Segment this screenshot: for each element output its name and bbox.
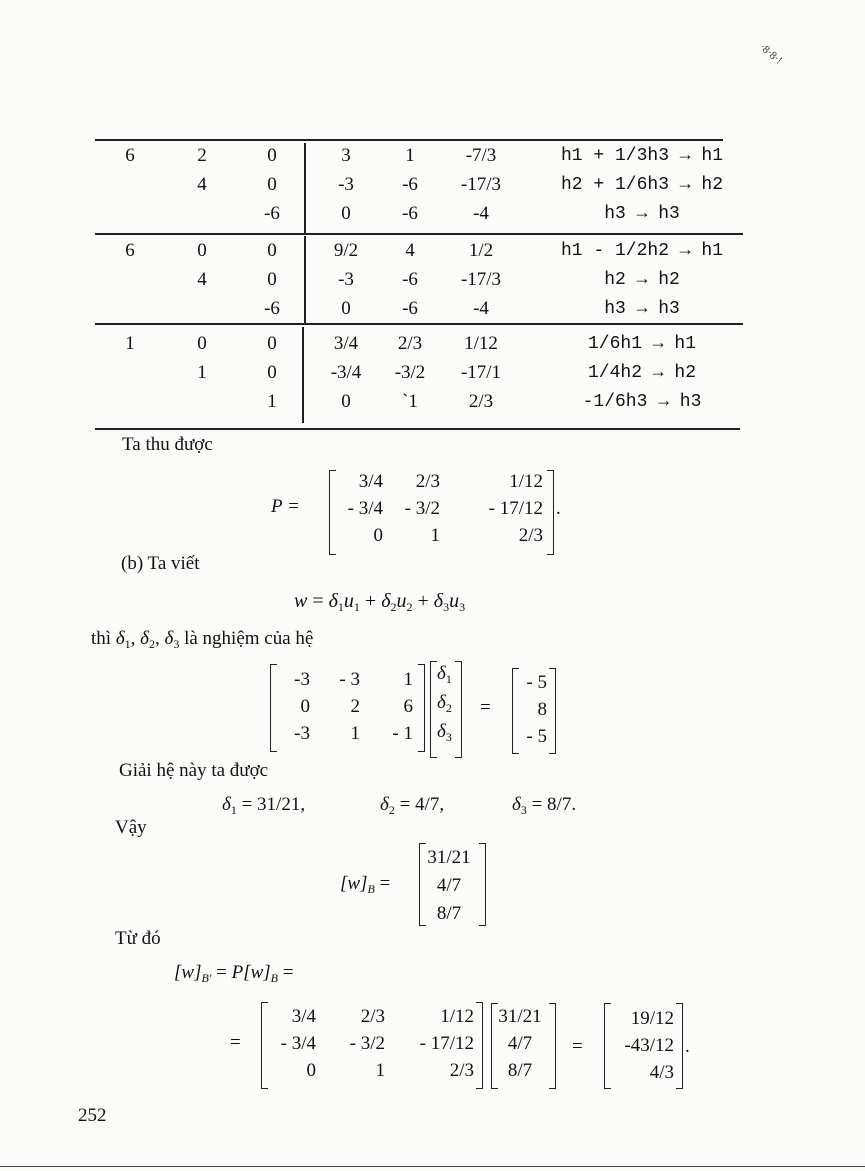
matrix-p-cell: - 17/12 xyxy=(488,498,543,519)
system-a-cell: - 3 xyxy=(339,669,360,690)
solution-d2: $\delta_2 = 4/7$, xyxy=(380,794,445,817)
table-right-cell: -4 xyxy=(473,298,489,319)
matrix-p-trail: . xyxy=(556,498,561,519)
table-right-cell: -6 xyxy=(402,269,418,290)
system-x-cell: $\delta_2$ xyxy=(437,692,452,715)
table-left-cell: 1 xyxy=(197,362,207,383)
table-right-cell: -6 xyxy=(402,298,418,319)
thi-prefix: thì xyxy=(91,628,112,649)
page-number: 252 xyxy=(78,1105,107,1126)
table-right-cell: -3 xyxy=(338,174,354,195)
matrix-p-cell: 3/4 xyxy=(358,471,383,492)
system-a-cell: 6 xyxy=(403,696,413,717)
table-left-cell: 0 xyxy=(197,240,207,261)
system-x-cell: $\delta_3$ xyxy=(437,721,452,744)
system-a-cell: - 1 xyxy=(392,723,413,744)
row-operation: -1/6h3 → h3 xyxy=(582,392,702,412)
table-left-cell: 4 xyxy=(197,269,207,290)
table-right-cell: -17/1 xyxy=(460,362,502,383)
table-right-cell: -3 xyxy=(338,269,354,290)
thi-suffix: là nghiệm của hệ xyxy=(184,628,314,649)
matrix-p-cell: 2/3 xyxy=(415,471,440,492)
system-a-cell: 2 xyxy=(350,696,360,717)
table-right-cell: 1/2 xyxy=(468,240,494,261)
table-right-cell: -3/2 xyxy=(394,362,426,383)
system-x-cell: $\delta_1$ xyxy=(437,663,452,686)
table-left-cell: -6 xyxy=(264,298,280,319)
system-a-cell: 0 xyxy=(300,696,310,717)
final-p-cell: 2/3 xyxy=(360,1006,385,1027)
table-left-cell: 0 xyxy=(267,174,277,195)
final-p-cell: - 3/4 xyxy=(280,1033,316,1054)
final-p-cell: - 3/2 xyxy=(349,1033,385,1054)
table-left-cell: 6 xyxy=(125,240,135,261)
final-w-cell: 31/21 xyxy=(498,1006,542,1027)
corner-mark: ·8·8·! xyxy=(757,41,785,67)
thi-line: thì $\delta_1$, $\delta_2$, $\delta_3$ là nghiệm của hệ xyxy=(91,628,314,651)
tu-do-text: Từ đó xyxy=(115,928,161,949)
table-left-cell: 0 xyxy=(267,145,277,166)
row-operation: h3 → h3 xyxy=(604,299,680,319)
matrix-p-cell: - 3/4 xyxy=(347,498,383,519)
table-right-cell: -6 xyxy=(402,174,418,195)
part-b-text: (b) Ta viết xyxy=(121,553,200,574)
table-right-cell: -17/3 xyxy=(460,269,502,290)
table-right-cell: 0 xyxy=(341,391,351,412)
table-left-cell: 2 xyxy=(197,145,207,166)
system-a-cell: 1 xyxy=(403,669,413,690)
wb-cell: 4/7 xyxy=(436,875,462,896)
final-result-cell: 19/12 xyxy=(630,1008,674,1029)
matrix-p-label: P = xyxy=(271,496,300,517)
row-operation: 1/6h1 → h1 xyxy=(587,334,697,354)
table-right-cell: 1/12 xyxy=(464,333,498,354)
table-right-cell: -7/3 xyxy=(465,145,497,166)
final-p-cell: 3/4 xyxy=(291,1006,316,1027)
matrix-p-cell: 1/12 xyxy=(509,471,543,492)
solution-d1: $\delta_1 = 31/21$, xyxy=(222,794,306,817)
final-p-cell: 2/3 xyxy=(449,1060,474,1081)
final-w-cell: 8/7 xyxy=(507,1060,533,1081)
vay-text: Vậy xyxy=(115,817,147,838)
final-result-cell: 4/3 xyxy=(649,1062,674,1083)
system-a-cell: -3 xyxy=(294,723,310,744)
table-left-cell: 0 xyxy=(267,362,277,383)
matrix-p-cell: 2/3 xyxy=(518,525,543,546)
table-right-cell: 0 xyxy=(341,203,351,224)
final-lhs: $[w]_{B'} = P[w]_B$ = xyxy=(174,962,294,985)
table-left-cell: 1 xyxy=(125,333,135,354)
table-right-cell: 1 xyxy=(405,145,415,166)
matrix-p-cell: 1 xyxy=(430,525,440,546)
table-left-cell: -6 xyxy=(264,203,280,224)
system-b-cell: - 5 xyxy=(526,672,547,693)
wb-cell: 31/21 xyxy=(427,847,471,868)
table-left-cell: 1 xyxy=(267,391,277,412)
system-a-cell: -3 xyxy=(294,669,310,690)
row-operation: h3 → h3 xyxy=(604,204,680,224)
row-operation: 1/4h2 → h2 xyxy=(587,363,697,383)
table-left-cell: 6 xyxy=(125,145,135,166)
table-left-cell: 0 xyxy=(267,333,277,354)
table-right-cell: -17/3 xyxy=(460,174,502,195)
table-left-cell: 0 xyxy=(267,269,277,290)
table-right-cell: 9/2 xyxy=(333,240,359,261)
table-right-cell: -3/4 xyxy=(330,362,362,383)
table-right-cell: 3/4 xyxy=(333,333,359,354)
table-left-cell: 0 xyxy=(267,240,277,261)
final-p-cell: 1/12 xyxy=(440,1006,474,1027)
row-operation: h1 + 1/3h3 → h1 xyxy=(560,146,724,166)
final-p-cell: 0 xyxy=(306,1060,316,1081)
system-a-cell: 1 xyxy=(350,723,360,744)
row-operation: h2 + 1/6h3 → h2 xyxy=(560,175,724,195)
final-p-cell: 1 xyxy=(375,1060,385,1081)
wb-cell: 8/7 xyxy=(436,903,462,924)
row-operation: h1 - 1/2h2 → h1 xyxy=(560,241,724,261)
table-right-cell: 2/3 xyxy=(468,391,494,412)
final-p-cell: - 17/12 xyxy=(419,1033,474,1054)
table-left-cell: 4 xyxy=(197,174,207,195)
system-b-cell: - 5 xyxy=(526,726,547,747)
table-right-cell: `1 xyxy=(402,391,418,412)
table-right-cell: 0 xyxy=(341,298,351,319)
table-right-cell: -4 xyxy=(473,203,489,224)
matrix-p-cell: 0 xyxy=(373,525,383,546)
table-left-cell: 0 xyxy=(197,333,207,354)
matrix-p-cell: - 3/2 xyxy=(404,498,440,519)
giai-he-text: Giải hệ này ta được xyxy=(119,760,269,781)
table-right-cell: 3 xyxy=(341,145,351,166)
system-b-cell: 8 xyxy=(537,699,547,720)
w-equation: $w = \delta_1u_1 + \delta_2u_2 + \delta_3u_3$ xyxy=(294,590,466,614)
row-operation: h2 → h2 xyxy=(604,270,680,290)
final-result-cell: -43/12 xyxy=(624,1035,674,1056)
table-right-cell: 2/3 xyxy=(397,333,423,354)
table-right-cell: -6 xyxy=(402,203,418,224)
final-w-cell: 4/7 xyxy=(507,1033,533,1054)
solution-d3: $\delta_3 = 8/7$. xyxy=(512,794,577,817)
table-right-cell: 4 xyxy=(405,240,415,261)
ta-thu-duoc-text: Ta thu được xyxy=(122,434,213,455)
